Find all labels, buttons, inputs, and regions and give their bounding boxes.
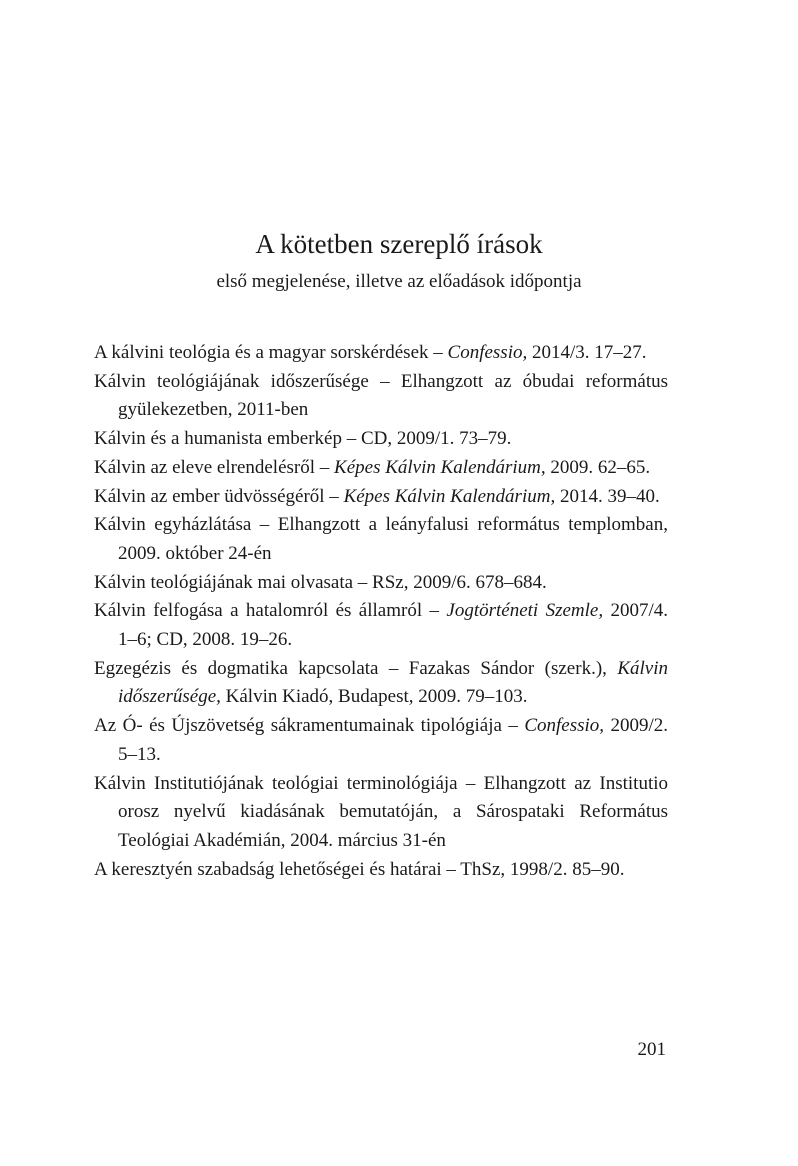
entry-journal: Képes Kálvin Kalendárium, [334, 456, 546, 478]
entry-text: Egzegézis és dogmatika kapcsolata – Fazakas Sándor (szerk.), [94, 657, 618, 679]
page-number: 201 [637, 1039, 666, 1060]
publication-entry [94, 655, 668, 712]
publication-entry [94, 368, 668, 425]
entry-text: Kálvin Institutiójának teológiai terminológiája – Elhangzott az Institutio orosz nyelvű kiadásának bemutatóján, a Sárospataki Református Teológiai Akadémián, 2004. március 31-én [94, 772, 668, 851]
page-subtitle: első megjelenése, illetve az előadások időpontja [216, 271, 582, 292]
entry-text: Kálvin egyházlátása – Elhangzott a leányfalusi református templomban, 2009. október 24-én [94, 514, 668, 564]
entry-text: Kálvin felfogása a hatalomról és államról – [94, 600, 447, 622]
entry-text: 2009/2. 5–13. [118, 715, 668, 765]
publication-entry [94, 770, 668, 856]
entry-journal: Képes Kálvin Kalendárium, [343, 485, 556, 507]
publication-entry [94, 511, 668, 568]
publication-entry [94, 597, 668, 654]
entry-text: 2009. 62–65. [545, 456, 651, 478]
entry-text: A keresztyén szabadság lehetőségei és határai – ThSz, 1998/2. 85–90. [94, 858, 625, 880]
entry-text: Kálvin az ember üdvösségéről – [94, 485, 344, 507]
publication-entry [94, 569, 668, 598]
publication-entry [94, 712, 668, 769]
entry-text: Kálvin teológiájának mai olvasata – RSz, 2009/6. 678–684. [94, 571, 547, 593]
publication-entry [94, 454, 668, 483]
publication-entry [94, 425, 668, 454]
entry-text: 2007/4. 1–6; CD, 2008. 19–26. [118, 600, 669, 651]
entry-text: Kálvin az eleve elrendelésről – [94, 456, 335, 478]
publication-list [94, 339, 668, 884]
page-title: A kötetben szereplő írások [255, 229, 543, 259]
entry-text: Kálvin teológiájának időszerűsége – Elhangzott az óbudai református gyülekezetben, 2011-ben [94, 370, 668, 421]
entry-text: Kálvin és a humanista emberkép – CD, 2009/1. 73–79. [94, 428, 512, 450]
entry-journal: Jogtörténeti Szemle, [446, 600, 604, 622]
entry-book-title: Kálvin időszerűsége, [118, 657, 668, 708]
entry-text: A kálvini teológia és a magyar sorskérdések – [94, 342, 448, 363]
entry-text: Kálvin Kiadó, Budapest, 2009. 79–103. [220, 686, 528, 708]
entry-journal: Confessio, [447, 342, 528, 363]
entry-text: Az Ó- és Újszövetség sákramentumainak tipológiája – [94, 715, 525, 737]
publication-entry [94, 339, 668, 368]
publication-entry [94, 483, 668, 512]
entry-text: 2014/3. 17–27. [527, 342, 647, 363]
entry-journal: Confessio, [524, 715, 605, 737]
publication-entry [94, 856, 668, 885]
entry-text: 2014. 39–40. [555, 485, 660, 507]
